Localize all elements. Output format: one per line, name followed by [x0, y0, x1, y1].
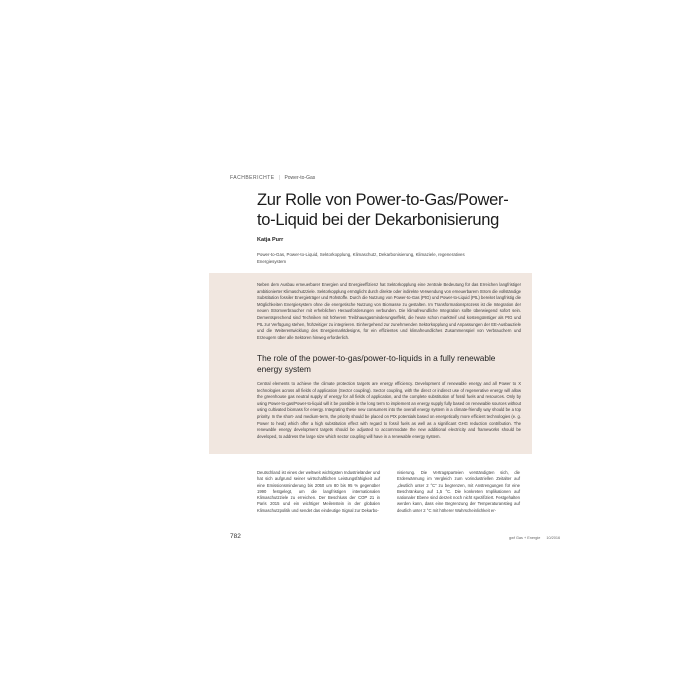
page-number: 782: [230, 533, 241, 540]
body-column-left: Deutschland ist eines der weltweit wichtigsten Industrieländer und hat sich aufgrund seiner wirtschaftlichen Leistungsfähigkeit auf eine Emissionsminderung bis 2050 um 80 bis 95 % gegenüber 1990 festgelegt, um die langfristigen internationalen Klimaschutzziele zu erreichen. Der Beschluss der COP 21 in Paris 2015 und ein wichtiger Meilenstein in der globalen Klimaschutzpolitik und sendet das eindeutige Signal zur Dekarbo-: [257, 470, 380, 513]
subsection-label: Power-to-Gas: [284, 175, 316, 181]
journal-issue: 10/2016: [546, 536, 561, 540]
journal-name: gwf Gas + Energie: [509, 536, 541, 540]
abstract-english: Central elements to achieve the climate protection targets are energy efficiency. Development of renewable energy and all Power to X technologies across all fields of application (Sector coupling). Sector coupling, with the direct or indirect use of regenerative energy will allow the greenhouse gas neutral supply of energy for all fields of application, and the complete substitution of fossil fuels and resources. Only by using Power-to-gas/Power-to-liquid will it be possible in the long term to implement an energy supply fully based on renewable sources without using cultivated biomass for energy. Integrating these new consumers into the overall energy system in a climate-friendly way should be a top priority. In the short- and medium-term, the priority should be placed on PtX potentials based on energetically more efficient technologies (e. g. Power to heat) which offer a high substitution effect with regard to fossil fuels as well as a significant GHG reduction contribution. The renewable energy development targets should be adjusted to accommodate the new additional electricity and frameworks should be developed, to address the large size which sector coupling will have in a renewable energy system.: [257, 381, 521, 439]
running-header: [230, 175, 315, 181]
article-title: Zur Rolle von Power-to-Gas/Power-to-Liquid bei der Dekarbonisierung: [257, 191, 509, 229]
journal-footer: [509, 536, 560, 540]
english-abstract-heading: The role of the power-to-gas/power-to-liquids in a fully renewable energy system: [257, 353, 496, 374]
section-label: FACHBERICHTE: [230, 175, 275, 181]
header-separator: |: [278, 175, 281, 181]
abstract-german: Neben dem Ausbau erneuerbarer Energien und Energieeffizienz hat Sektorkopplung eine zentrale Bedeutung für das Erreichen langfristiger ambitionierter Klimaschutzziele. Sektorkopplung ermöglicht durch direkte oder indirekte Verwendung von erneuerbarem Strom die vollständige Substitution fossiler Energieträger und Rohstoffe. Durch die Nutzung von Power-to-Gas (PtG) und Power-to-Liquid (PtL) bereitet langfristig die Möglichkeiten Energiesystem ohne die energetische Nutzung von Biomasse zu gestalten. Im Transformationsprozess ist die Integration der neuen Stromverbraucher mit erheblichen Herausforderungen verbunden. Die klimafreundliche Integration sollte überwiegend sofort sein. Dementsprechend sind Techniken mit höherem Treibhausgasminderungseffekt, die heute schon marktreif und kostengünstiger als PtG und PtL zur Verfügung stehen, frühzeitiger zu integrieren. Einhergehend zur zunehmenden Sektorkopplung und Anpassungen der EE-Ausbauziele und die Weiterentwicklung des Energiemarktdesigns, für ein effizientes und klimafreundliches Zusammenspiel von Verbrauchern und Erzeugern über alle Sektoren hinweg erforderlich.: [257, 282, 521, 340]
body-column-right: nisierung. Die Vertragsparteien verständigten sich, die Erderwärmung im Vergleich zum vorindustriellen Zeitalter auf „deutlich unter 2 °C“ zu begrenzen, mit Anstrengungen für eine Beschränkung auf 1,5 °C. Die konkreten Implikationen auf nationaler Ebene sind derzeit noch nicht spezifiziert. Festgehalten werden kann, dass eine Begrenzung der Temperaturanstieg auf deutlich unter 2 °C mit höherer Wahrscheinlichkeit er-: [397, 470, 520, 513]
keywords: Power-to-Gas, Power-to-Liquid, Sektorkopplung, Klimaschutz, Dekarbonisierung, Klimaziele, regeneratives Energiesystem: [257, 252, 465, 264]
author-name: Katja Purr: [257, 237, 284, 243]
